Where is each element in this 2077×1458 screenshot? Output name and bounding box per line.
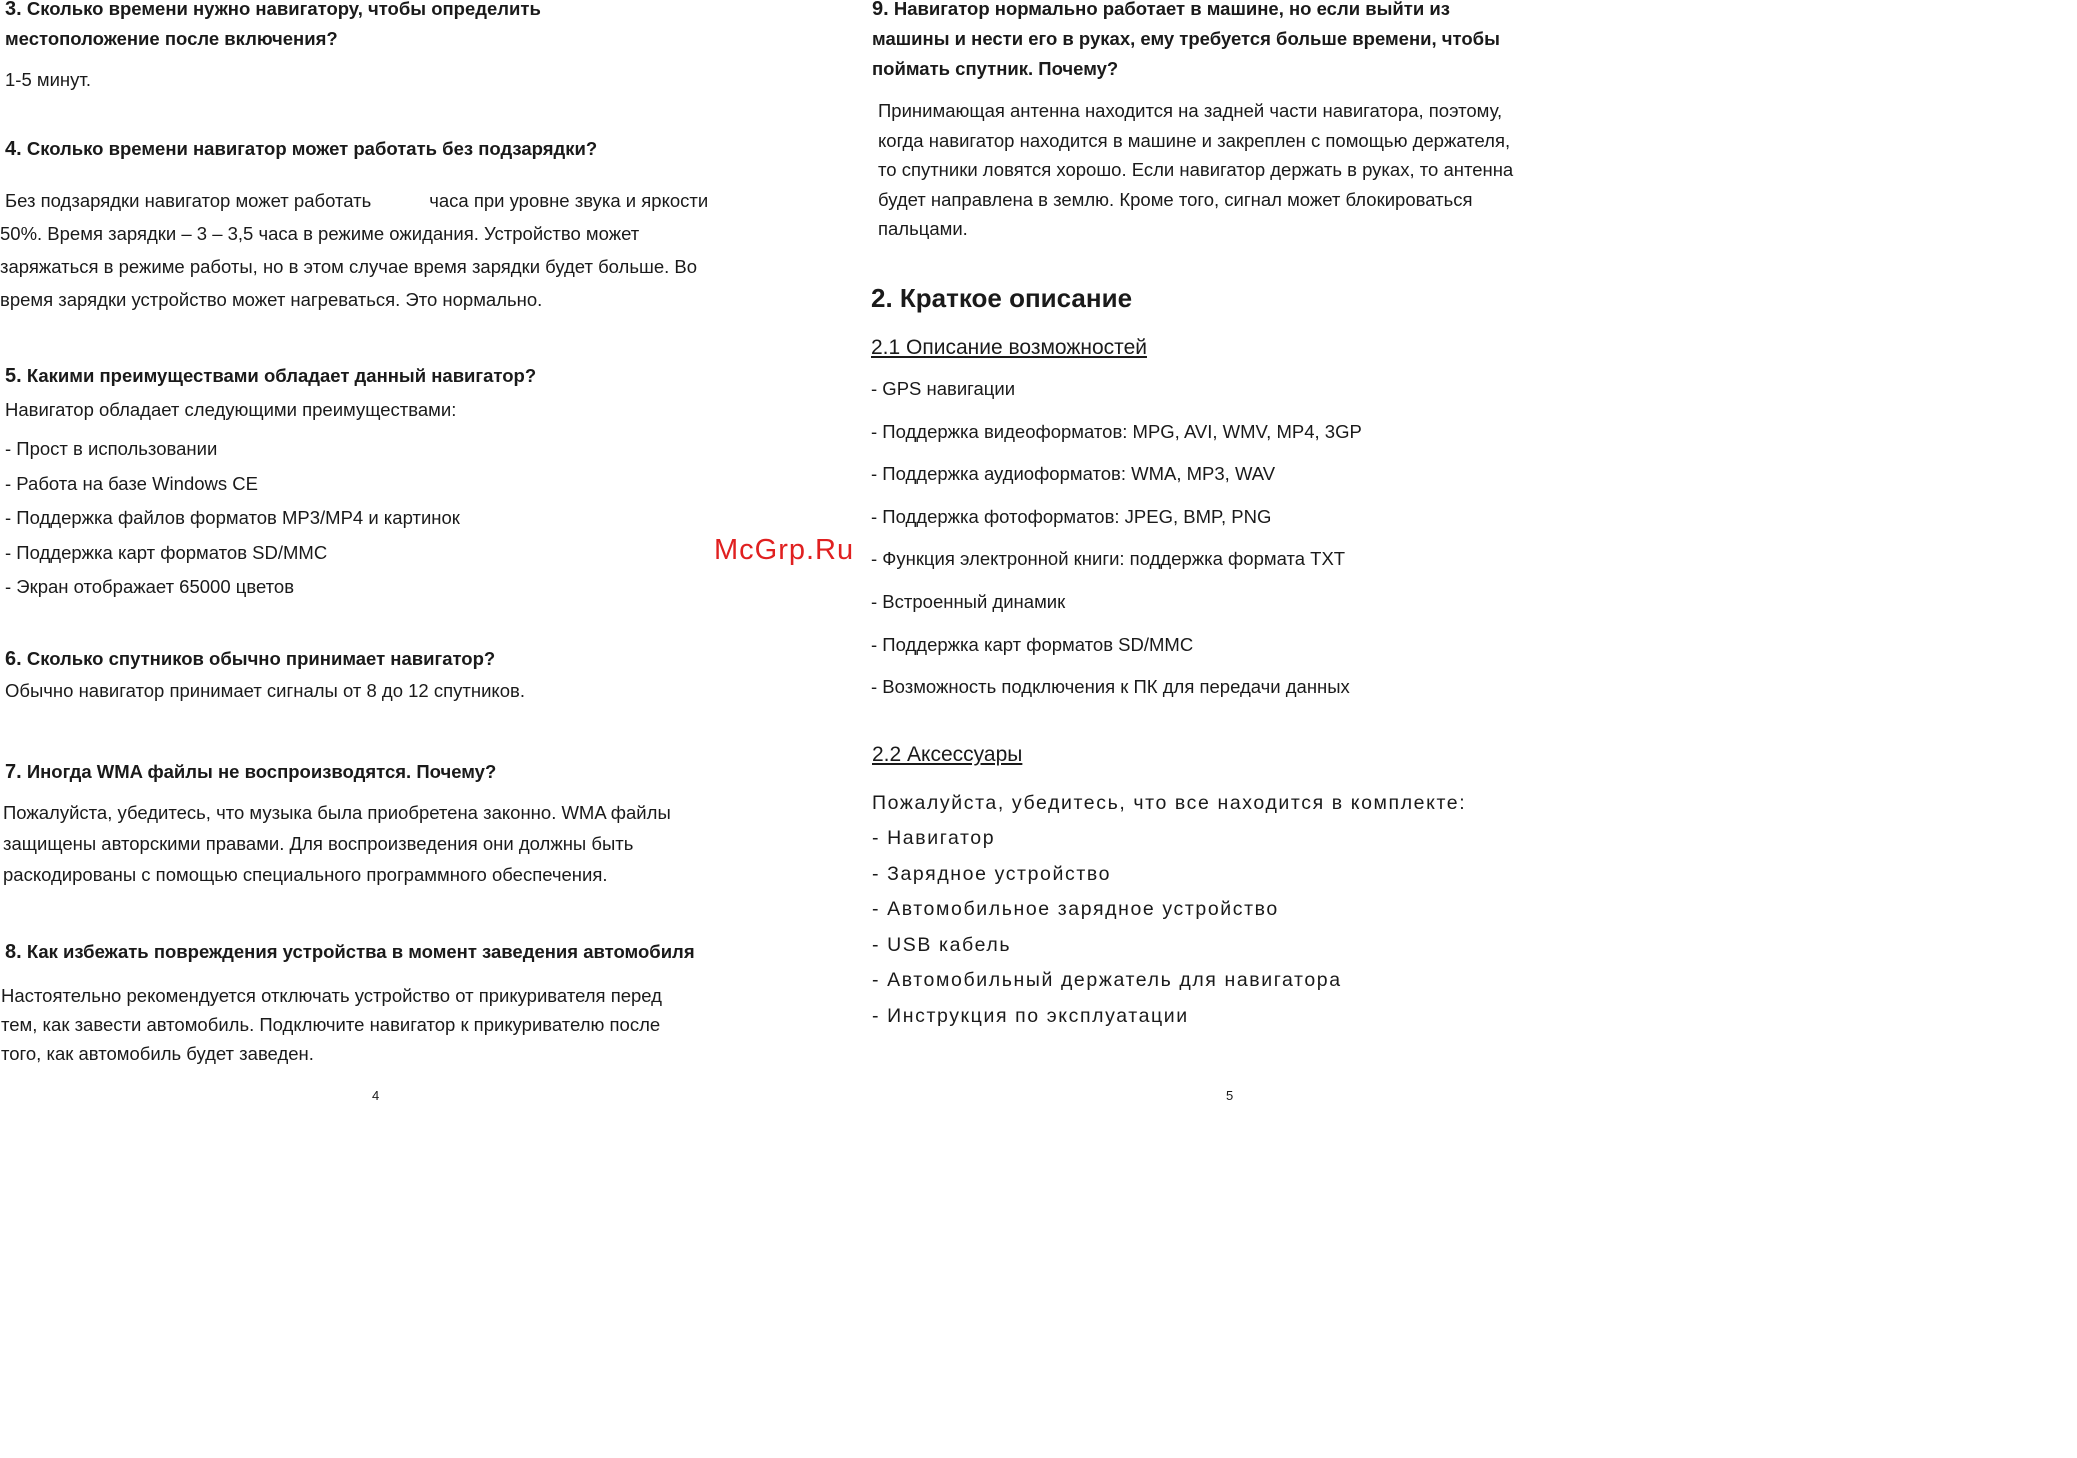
q8-answer-line2: тем, как завести автомобиль. Подключите навигатор к прикуривателю после xyxy=(1,1014,661,1035)
list-item: - Встроенный динамик xyxy=(871,590,1066,612)
list-item: - Поддержка видеоформатов: MPG, AVI, WMV, MP4, 3GP xyxy=(871,420,1362,442)
q6-title: Сколько спутников обычно принимает навигатор? xyxy=(26,648,496,669)
q9-answer-line5: пальцами. xyxy=(878,218,968,239)
page-number-left: 4 xyxy=(372,1088,380,1103)
list-item: - Функция электронной книги: поддержка формата TXT xyxy=(871,548,1346,570)
q4-answer xyxy=(0,184,780,316)
list-item: - Поддержка фотоформатов: JPEG, BMP, PNG xyxy=(871,505,1272,527)
watermark: McGrp.Ru xyxy=(714,534,855,566)
q8-title: Как избежать повреждения устройства в момент заведения автомобиля xyxy=(26,941,695,962)
list-item: - Инструкция по эксплуатации xyxy=(872,1004,1189,1027)
list-item: - Зарядное устройство xyxy=(872,862,1112,885)
q7-answer xyxy=(3,797,780,890)
left-page xyxy=(0,0,780,1104)
accessories-list xyxy=(872,821,1570,1034)
q9-answer-line3: то спутники ловятся хорошо. Если навигатор держать в руках, то антенна xyxy=(878,159,1514,180)
faq-q3 xyxy=(5,0,780,96)
list-item: - Работа на базе Windows CE xyxy=(5,472,258,494)
q9-title-line1: Навигатор нормально работает в машине, но если выйти из xyxy=(893,0,1450,19)
faq-q8 xyxy=(5,937,780,967)
list-item: - Поддержка файлов форматов MP3/MP4 и картинок xyxy=(5,507,460,528)
q4-answer-part2: часа при уровне звука и яркости xyxy=(429,190,709,211)
q8-number: 8. xyxy=(5,941,22,963)
list-item: - Прост в использовании xyxy=(5,438,218,459)
q4-title: Сколько времени навигатор может работать без подзарядки? xyxy=(26,138,598,159)
q9-heading xyxy=(872,0,1570,84)
q4-heading xyxy=(5,134,780,164)
q5-advantages-list xyxy=(5,432,780,605)
faq-q7 xyxy=(5,757,780,787)
section-2-2-title: 2.2 Аксессуары xyxy=(872,743,1023,766)
q5-intro: Навигатор обладает следующими преимуществами: xyxy=(5,399,457,420)
section-2-title: 2. Краткое описание xyxy=(871,283,1133,313)
list-item: - GPS навигации xyxy=(871,378,1016,399)
q9-answer-line2: когда навигатор находится в машине и закреплен с помощью держателя, xyxy=(878,129,1511,151)
q9-title-line2: машины и нести его в руках, ему требуется больше времени, чтобы xyxy=(872,28,1500,49)
page-number-right: 5 xyxy=(1226,1088,1234,1103)
q3-title-line2: местоположение после включения? xyxy=(5,28,338,49)
section-2-1-title: 2.1 Описание возможностей xyxy=(871,336,1147,359)
section-2-1 xyxy=(871,336,1570,709)
features-list xyxy=(871,368,1570,709)
list-item: - Навигатор xyxy=(872,827,996,849)
q7-answer-line1: Пожалуйста, убедитесь, что музыка была приобретена законно. WMA файлы xyxy=(3,802,671,823)
q9-title-line3: поймать спутник. Почему? xyxy=(872,58,1119,79)
q3-number: 3. xyxy=(5,0,22,20)
q7-heading xyxy=(5,757,780,787)
section-2 xyxy=(871,283,1570,314)
list-item: - Автомобильное зарядное устройство xyxy=(872,898,1279,920)
q3-answer: 1-5 минут. xyxy=(5,69,91,90)
q6-heading xyxy=(5,644,780,674)
q3-title-line1: Сколько времени нужно навигатору, чтобы определить xyxy=(26,0,541,19)
list-item: - Автомобильный держатель для навигатора xyxy=(872,969,1342,991)
q5-title: Какими преимуществами обладает данный навигатор? xyxy=(26,365,537,386)
faq-q9 xyxy=(872,0,1570,84)
faq-q5 xyxy=(5,361,780,605)
list-item: - USB кабель xyxy=(872,933,1012,956)
list-item: - Поддержка аудиоформатов: WMA, MP3, WAV xyxy=(871,463,1276,485)
q9-answer-line1: Принимающая антенна находится на задней части навигатора, поэтому, xyxy=(878,100,1503,121)
q7-answer-line3: раскодированы с помощью специального программного обеспечения. xyxy=(3,864,608,885)
q9-answer xyxy=(878,96,1570,244)
q7-title: Иногда WMA файлы не воспроизводятся. Почему? xyxy=(26,761,497,782)
right-page xyxy=(870,0,1570,1104)
q7-answer-line2: защищены авторскими правами. Для воспроизведения они должны быть xyxy=(3,833,634,854)
q8-answer-line1: Настоятельно рекомендуется отключать устройство от прикуривателя перед xyxy=(1,985,662,1006)
q4-number: 4. xyxy=(5,138,22,160)
q9-answer-line4: будет направлена в землю. Кроме того, сигнал может блокироваться xyxy=(878,188,1473,210)
q6-number: 6. xyxy=(5,648,22,670)
list-item: - Экран отображает 65000 цветов xyxy=(5,576,295,597)
q6-answer: Обычно навигатор принимает сигналы от 8 до 12 спутников. xyxy=(5,680,525,701)
q4-answer-line2: 50%. Время зарядки – 3 – 3,5 часа в режиме ожидания. Устройство может xyxy=(0,223,640,244)
list-item: - Поддержка карт форматов SD/MMC xyxy=(5,541,328,563)
faq-q6 xyxy=(5,644,780,707)
section-2-2 xyxy=(872,743,1570,1034)
q8-answer-line3: того, как автомобиль будет заведен. xyxy=(1,1043,314,1064)
faq-q4 xyxy=(5,134,780,164)
q9-number: 9. xyxy=(872,0,889,20)
q7-number: 7. xyxy=(5,761,22,783)
q5-number: 5. xyxy=(5,365,22,387)
q4-answer-line3: заряжаться в режиме работы, но в этом случае время зарядки будет больше. Во xyxy=(0,256,698,277)
q8-heading xyxy=(5,937,780,967)
q5-heading xyxy=(5,361,780,391)
list-item: - Поддержка карт форматов SD/MMC xyxy=(871,633,1194,655)
q8-answer xyxy=(1,981,780,1068)
list-item: - Возможность подключения к ПК для передачи данных xyxy=(871,676,1350,698)
q4-answer-part1: Без подзарядки навигатор может работать xyxy=(5,190,372,211)
q3-heading xyxy=(5,0,780,54)
q4-answer-line4: время зарядки устройство может нагреваться. Это нормально. xyxy=(0,289,543,310)
accessories-intro: Пожалуйста, убедитесь, что все находится в комплекте: xyxy=(872,792,1467,814)
